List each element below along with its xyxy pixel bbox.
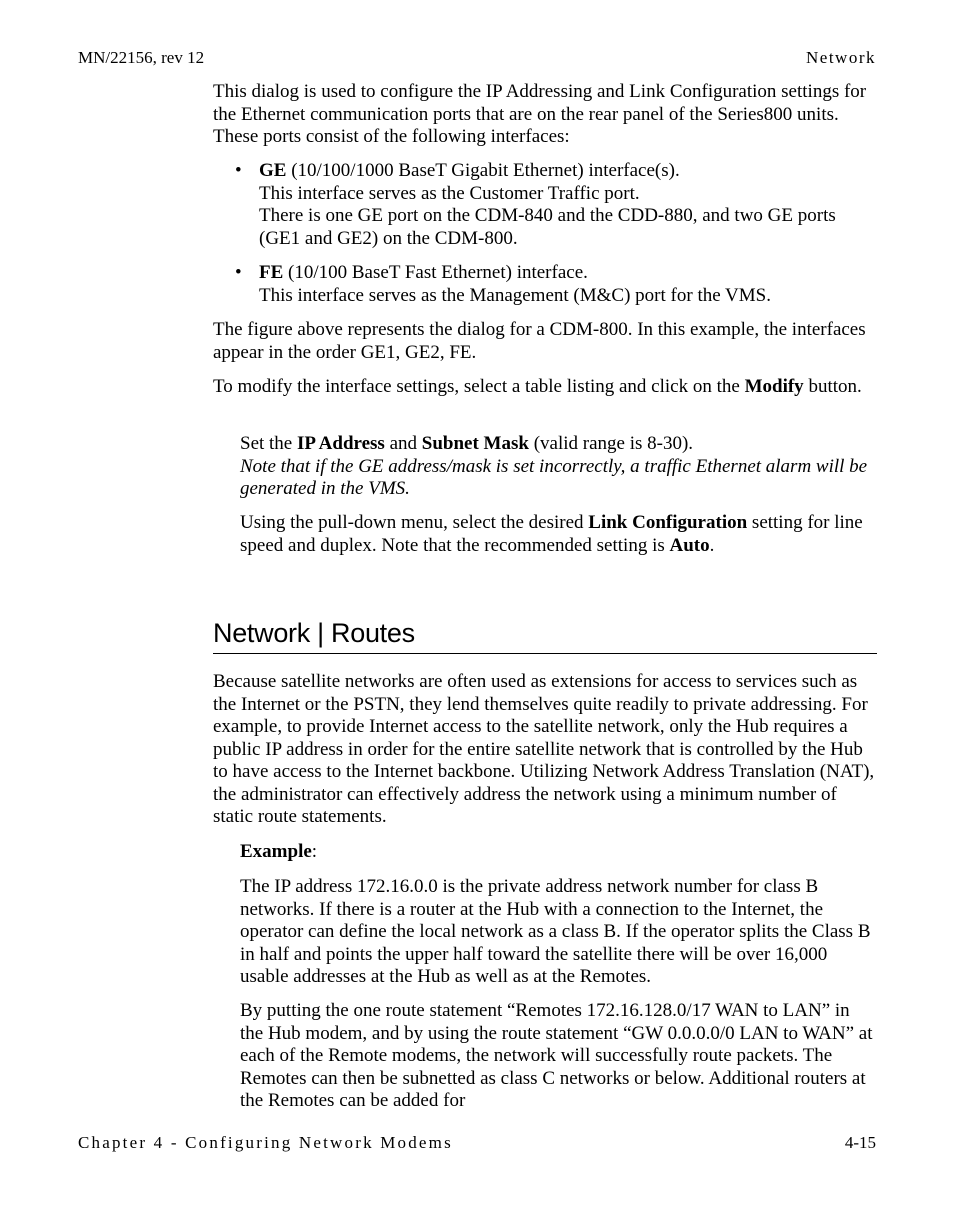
route-paragraph: By putting the one route statement “Remotes 172.16.128.0/17 WAN to LAN” in the Hub modem, and by using the route statement “GW 0.0.0.0/0 LAN to WAN” at each of the Remote modems, the network will successfully route packets. The Remotes can then be subnetted as class C networks or below. Additional routers at the Remotes can be added for bbox=[240, 1000, 873, 1111]
header-doc-id: MN/22156, rev 12 bbox=[78, 48, 205, 67]
link-period: . bbox=[709, 534, 715, 556]
auto-term: Auto bbox=[669, 534, 710, 556]
bullet-fe-role: This interface serves as the Management (M&C) port for the VMS. bbox=[259, 284, 771, 306]
intro-paragraph: This dialog is used to configure the IP Addressing and Link Configuration settings for the Ethernet communication ports that are on the rear panel of the Series800 units. These ports consist of the following interfaces: bbox=[213, 81, 867, 147]
example-label bbox=[240, 841, 877, 864]
example-term: Example bbox=[240, 841, 312, 862]
set-and: and bbox=[384, 433, 422, 454]
modify-text-end: button. bbox=[803, 376, 862, 397]
modify-text: To modify the interface settings, select a table listing and click on the bbox=[213, 376, 745, 397]
figure-paragraph: The figure above represents the dialog for a CDM-800. In this example, the interfaces appear in the order GE1, GE2, FE. bbox=[213, 319, 866, 363]
modify-term: Modify bbox=[744, 376, 804, 397]
subnet-mask-term: Subnet Mask bbox=[421, 433, 529, 454]
page-number: 4-15 bbox=[844, 1133, 876, 1152]
bullet-fe-desc: (10/100 BaseT Fast Ethernet) interface. bbox=[283, 262, 588, 283]
header-section-title: Network bbox=[806, 48, 876, 67]
link-config-paragraph bbox=[240, 512, 877, 557]
bullet-marker: • bbox=[235, 160, 242, 181]
ip-address-paragraph: The IP address 172.16.0.0 is the private address network number for class B networks. If there is a router at the Hub with a connection to the Internet, the operator can define the local network as a class B. If the operator splits the Class B in half and points the upper half toward the satellite there will be over 16,000 usable addresses at the Hub as well as at the Remotes. bbox=[240, 876, 871, 987]
bullet-ge bbox=[259, 160, 877, 250]
satellite-paragraph: Because satellite networks are often used as extensions for access to services such as the Internet or the PSTN, they lend themselves quite readily to private addressing. For example, to provide Internet access to the satellite network, only the Hub requires a public IP address in order for the entire satellite network that is controlled by the Hub to have access to the Internet backbone. Utilizing Network Address Translation (NAT), the administrator can effectively address the network using a minimum number of static route statements. bbox=[213, 671, 875, 827]
bullet-ge-ports: There is one GE port on the CDM-840 and the CDD-880, and two GE ports (GE1 and GE2) on the CDM-800. bbox=[259, 205, 836, 249]
bullet-fe-term: FE bbox=[259, 262, 284, 283]
bullet-ge-term: GE bbox=[259, 160, 287, 181]
link-text: Using the pull-down menu, select the desired bbox=[240, 512, 589, 533]
modify-paragraph bbox=[213, 376, 877, 399]
link-config-term: Link Configuration bbox=[588, 512, 748, 533]
ge-alarm-note: Note that if the GE address/mask is set incorrectly, a traffic Ethernet alarm will be generated in the VMS. bbox=[240, 455, 868, 499]
set-text: Set the bbox=[240, 433, 297, 454]
bullet-fe bbox=[259, 262, 877, 307]
footer-chapter: Chapter 4 - Configuring Network Modems bbox=[78, 1133, 453, 1152]
bullet-marker: • bbox=[235, 262, 242, 283]
section-heading: Network | Routes bbox=[213, 616, 877, 654]
link-text-2: setting for line speed and duplex. Note that the recommended setting is bbox=[240, 512, 863, 556]
ip-address-term: IP Address bbox=[297, 433, 385, 454]
set-range: (valid range is 8-30). bbox=[528, 433, 694, 454]
example-colon: : bbox=[311, 841, 318, 862]
bullet-ge-role: This interface serves as the Customer Traffic port. bbox=[259, 182, 640, 204]
bullet-ge-desc: (10/100/1000 BaseT Gigabit Ethernet) interface(s). bbox=[286, 160, 680, 181]
ip-subnet-paragraph bbox=[240, 433, 877, 501]
